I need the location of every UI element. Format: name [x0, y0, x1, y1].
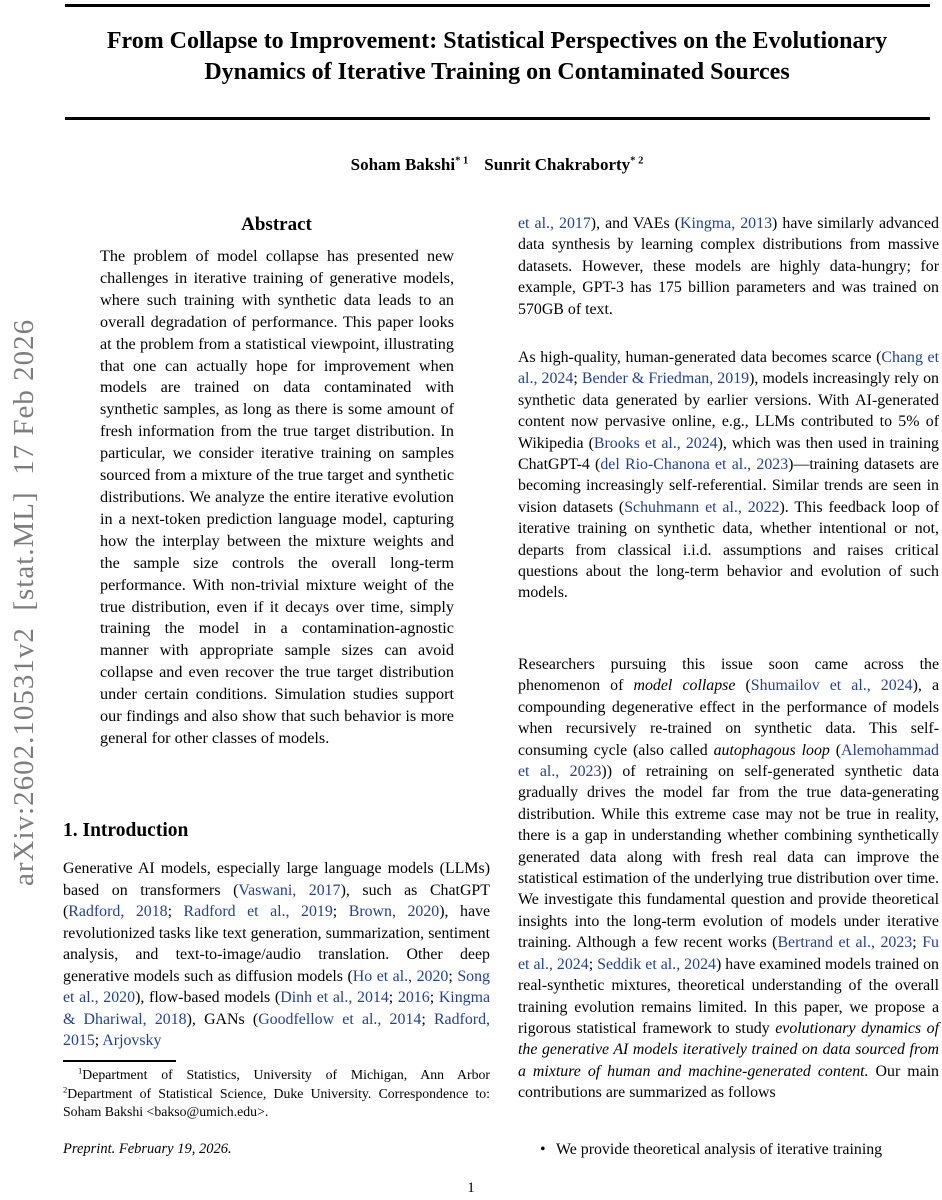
text-run: ), have revolutionized tasks like text generation, summarization, sentiment analysis, and text-to-image/audio translation. Other deep generative models such as diffusion models (	[63, 903, 490, 985]
text-run: ;	[588, 955, 598, 973]
abstract-text: The problem of model collapse has presented new challenges in iterative training of generative models, where such training with synthetic data leads to an overall degradation of performance. This paper looks at the problem from a statistical viewpoint, illustrating that one can actually hope for improvement when models are trained on data contaminated with synthetic samples, as long as there is some amount of fresh information from the true target distribution. In particular, we consider iterative training on samples sourced from a mixture of the true target and synthetic distributions. We analyze the entire iterative evolution in a next-token prediction language model, capturing how the interplay between the mixture weights and the sample size controls the overall long-term performance. With non-trivial mixture weight of the true distribution, even if it decays over time, simply training the model in a contamination-agnostic manner with appropriate sample sizes can avoid collapse and even recover the true target distribution under certain conditions. Simulation studies support our findings and also show that such behavior is more general for other classes of models.	[100, 247, 454, 747]
text-run: ;	[429, 989, 439, 1006]
page-number: 1	[467, 1180, 475, 1196]
author-line	[62, 155, 932, 175]
text-run: Researchers pursuing this issue soon came across the phenomenon of	[518, 656, 939, 695]
text-run: ;	[94, 1032, 103, 1049]
right-column-paragraph-2	[518, 347, 939, 604]
introduction-paragraph	[63, 858, 490, 1052]
text-run: ) have similarly advanced data synthesis by learning complex distributions from massive datasets. However, these models are highly data-hungry; for example, GPT-3 has 175 billion parameters and was trained on 570GB of text.	[518, 215, 939, 318]
citation-link[interactable]: Schuhmann et al., 2022	[624, 498, 780, 516]
citation-link[interactable]: Song et al., 2020	[63, 967, 490, 1006]
citation-link[interactable]: Bertrand et al., 2023	[777, 934, 913, 952]
citation-link[interactable]: Kingma, 2013	[680, 215, 773, 232]
text-run: Department of Statistics, University of Michigan, Ann Arbor	[82, 1067, 490, 1082]
citation-link[interactable]: Radford et al., 2019	[183, 903, 333, 920]
citation-link[interactable]: 2016	[397, 989, 430, 1006]
citation-link[interactable]: Fu et al., 2024	[518, 934, 939, 973]
title-rule-bottom	[65, 117, 930, 120]
text-run: ), which was then used in training ChatGPT-4 (	[518, 434, 939, 474]
abstract-heading: Abstract	[241, 214, 312, 235]
citation-link[interactable]: del Rio-Chanona et al., 2023	[600, 456, 789, 474]
citation-link[interactable]: Radford, 2018	[68, 903, 168, 920]
author-1-mark: * 1	[455, 155, 469, 167]
citation-link[interactable]: Arjovsky	[102, 1032, 162, 1049]
citation-link[interactable]: Ho et al., 2020	[352, 967, 449, 985]
citation-link[interactable]: Brown, 2020	[348, 903, 440, 920]
text-run: Department of Statistical Science, Duke University. Correspondence to: Soham Bakshi <bakso@umich.edu>.	[63, 1085, 490, 1120]
text-run: ;	[388, 989, 398, 1006]
citation-link[interactable]: Alemohammad et al., 2023	[518, 741, 939, 781]
bullet-text: We provide theoretical analysis of iterative training	[556, 1141, 883, 1158]
paper-title-line1: From Collapse to Improvement: Statistical Perspectives on the Evolutionary	[106, 28, 888, 54]
text-run: ), and VAEs (	[590, 215, 680, 232]
citation-link[interactable]: Chang et al., 2024	[518, 349, 939, 388]
text-run: Generative AI models, especially large language models (LLMs) based on transformers (	[63, 860, 490, 899]
text-run: Our main contributions are summarized as follows	[518, 1062, 940, 1102]
text-run: autophagous loop	[713, 741, 830, 759]
text-run: ), such as ChatGPT (	[63, 881, 490, 920]
citation-link[interactable]: Vaswani, 2017	[238, 881, 341, 899]
right-column-paragraph-1	[518, 213, 939, 320]
citation-link[interactable]: Radford, 2015	[63, 1010, 490, 1049]
author-2-name: Sunrit Chakraborty	[484, 155, 631, 174]
text-run: ), GANs (	[186, 1010, 259, 1028]
text-run: (	[735, 677, 751, 695]
text-run: ;	[448, 967, 458, 985]
text-run: ). This feedback loop of iterative training on synthetic data, whether intentional or not, departs from classical i.i.d. assumptions and raises critical questions about the long-term behavior and evolution of such models.	[518, 498, 940, 602]
citation-link[interactable]: Brooks et al., 2024	[593, 434, 718, 452]
arxiv-watermark: arXiv:2602.10531v2 [stat.ML] 17 Feb 2026	[8, 318, 40, 886]
text-run: ), a compounding degenerative effect in the performance of models when recursively re-trained on synthetic data. This self-consuming cycle (also called	[518, 677, 940, 759]
text-run: )—training datasets are becoming increasingly self-referential. Similar trends are seen in vision datasets (	[518, 456, 939, 516]
preprint-note: Preprint. February 19, 2026.	[63, 1141, 232, 1157]
title-rule-top	[65, 4, 930, 7]
text-run: )) of retraining on self-generated synthetic data gradually drives the model far from the true data-generating distribution. While this extreme case may not be true in reality, there is a gap in understanding whether combining synthetically generated data along with fresh real data can improve the statistical estimation of the underlying true distribution over time. We investigate this fundamental question and provide theoretical insights into the long-term evolution of models under iterative training. Although a few recent works (	[518, 763, 939, 952]
text-run: ;	[167, 903, 184, 920]
author-1-name: Soham Bakshi	[350, 155, 456, 174]
citation-link[interactable]: Seddik et al., 2024	[597, 955, 716, 973]
text-run: 2	[63, 1084, 68, 1094]
paper-title	[62, 26, 932, 88]
author-2-mark: * 2	[630, 155, 644, 167]
section-heading-introduction: 1. Introduction	[63, 820, 189, 841]
text-run: model collapse	[633, 677, 736, 695]
text-run: ) have examined models trained on real-synthetic mixtures, theoretical understanding of the overall training evolution remains limited. In this paper, we propose a rigorous statistical framework to study	[518, 955, 939, 1037]
contribution-bullet-item	[518, 1139, 939, 1160]
text-run: As high-quality, human-generated data becomes scarce (	[518, 349, 882, 366]
footnote-affiliations	[63, 1066, 490, 1122]
bullet-marker: •	[540, 1141, 546, 1158]
right-column-paragraph-3	[518, 654, 939, 1104]
text-run: ), flow-based models (	[135, 989, 281, 1006]
text-run: ;	[573, 370, 582, 388]
citation-link[interactable]: et al., 2017	[518, 215, 591, 232]
citation-link[interactable]: Kingma & Dhariwal, 2018	[63, 989, 491, 1028]
text-run: ;	[421, 1010, 434, 1028]
citation-link[interactable]: Shumailov et al., 2024	[750, 677, 913, 695]
paper-title-line2: Dynamics of Iterative Training on Contaminated Sources	[204, 59, 790, 85]
citation-link[interactable]: Dinh et al., 2014	[280, 989, 389, 1006]
citation-link[interactable]: Goodfellow et al., 2014	[258, 1010, 422, 1028]
text-run: (	[829, 741, 842, 759]
text-run: 1	[78, 1065, 83, 1076]
citation-link[interactable]: Bender & Friedman, 2019	[581, 370, 750, 388]
text-run: ;	[912, 934, 923, 952]
footnote-rule	[63, 1060, 176, 1062]
text-run: ;	[332, 903, 349, 920]
text-run: ), models increasingly rely on synthetic data generated by earlier versions. With AI-generated content now pervasive online, e.g., LLMs contributed to 5% of Wikipedia (	[518, 370, 939, 452]
text-run: evolutionary dynamics of the generative AI models iteratively trained on data sourced from a mixture of human and machine-generated content.	[518, 1019, 939, 1080]
